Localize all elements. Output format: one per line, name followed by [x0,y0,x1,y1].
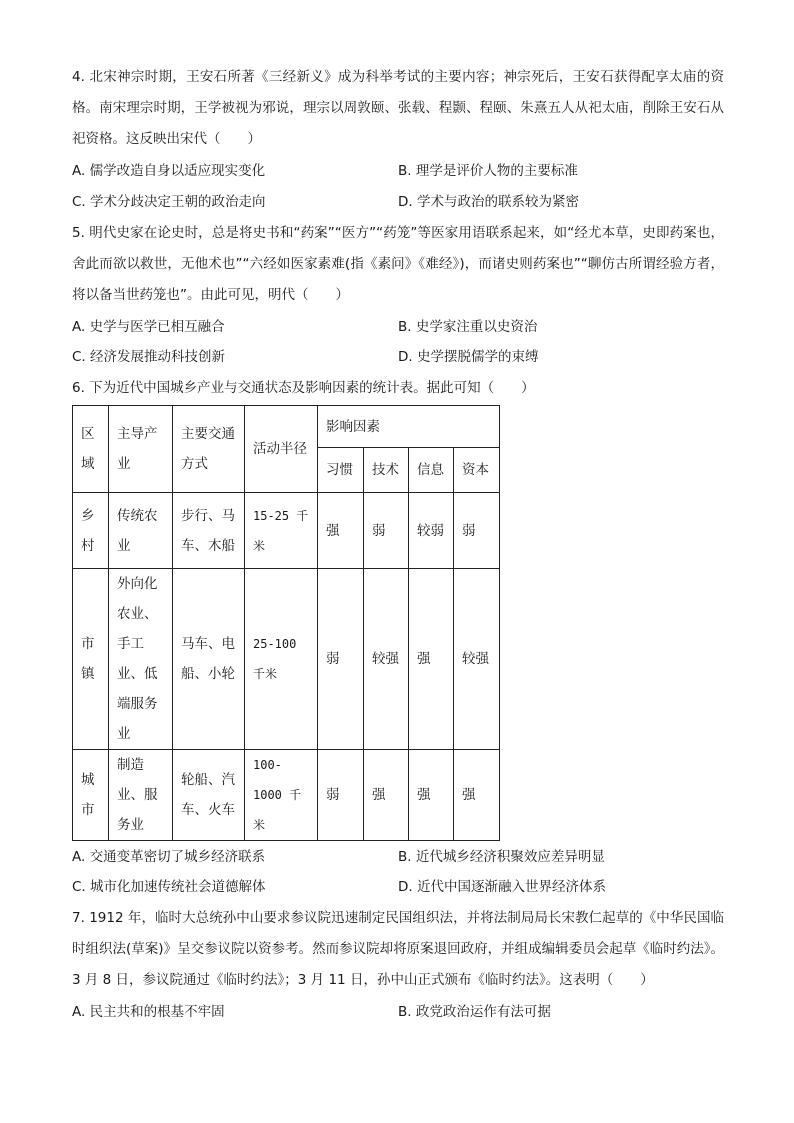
table-row [73,750,500,841]
cell-industry: 传统农业 [109,493,173,569]
cell-region: 乡村 [73,493,109,569]
question-4-option-a[interactable]: A. 儒学改造自身以适应现实变化 [72,163,266,179]
header-transport: 主要交通方式 [173,406,245,493]
header-industry: 主导产业 [109,406,173,493]
question-6-option-d[interactable]: D. 近代中国逐渐融入世界经济体系 [398,879,606,895]
cell-habit: 弱 [318,569,364,750]
cell-region: 市镇 [73,569,109,750]
question-4-option-d[interactable]: D. 学术与政治的联系较为紧密 [398,194,579,210]
question-4-stem: 4. 北宋神宗时期，王安石所著《三经新义》成为科举考试的主要内容；神宗死后，王安石获得配享太庙的资格。南宋理宗时期，王学被视为邪说，理宗以周敦颐、张载、程颢、程颐、朱熹五人从祀太庙，削除王安石从祀资格。这反映出宋代（ ） [72,69,724,147]
table-row [73,493,500,569]
header-factor-capital: 资本 [454,448,500,493]
cell-technology: 强 [364,750,409,841]
cell-radius: 100-1000 千米 [245,750,318,841]
cell-information: 强 [409,750,454,841]
header-factor-habit: 习惯 [318,448,364,493]
cell-industry: 制造业、服务业 [109,750,173,841]
question-6-option-a[interactable]: A. 交通变革密切了城乡经济联系 [72,849,266,865]
question-4-option-b[interactable]: B. 理学是评价人物的主要标准 [398,163,578,179]
header-factor-technology: 技术 [364,448,409,493]
cell-radius: 15-25 千米 [245,493,318,569]
question-6-stem: 6. 下为近代中国城乡产业与交通状态及影响因素的统计表。据此可知（ ） [72,380,535,396]
question-6-option-c[interactable]: C. 城市化加速传统社会道德解体 [72,879,266,895]
table-row [73,569,500,750]
cell-transport: 轮船、汽车、火车 [173,750,245,841]
cell-technology: 较强 [364,569,409,750]
cell-industry: 外向化农业、手工业、低端服务业 [109,569,173,750]
cell-capital: 较强 [454,569,500,750]
cell-transport: 马车、电船、小轮 [173,569,245,750]
header-radius: 活动半径 [245,406,318,493]
question-7-stem: 7. 1912 年，临时大总统孙中山要求参议院迅速制定民国组织法，并将法制局局长宋教仁起草的《中华民国临时组织法(草案)》呈交参议院以资参考。然而参议院却将原案退回政府，并组成编辑委员会起草《临时约法》。3 月 8 日，参议院通过《临时约法》；3 月 11 日，孙中山正式颁布《临时约法》。这表明（ ） [72,910,724,988]
header-factors: 影响因素 [318,406,500,448]
cell-radius: 25-100 千米 [245,569,318,750]
question-6-option-b[interactable]: B. 近代城乡经济积聚效应差异明显 [398,849,605,865]
question-5-stem: 5. 明代史家在论史时，总是将史书和“药案”“医方”“药笼”等医家用语联系起来，如“经尤本草，史即药案也，舍此而欲以救世，无他术也”“六经如医家素难(指《素问》《难经》)，而诸史则药案也”“聊仿古所谓经验方者，将以备当世药笼也”。由此可见，明代（ ） [72,225,724,303]
cell-transport: 步行、马车、木船 [173,493,245,569]
question-5-option-c[interactable]: C. 经济发展推动科技创新 [72,349,226,365]
header-region: 区域 [73,406,109,493]
question-7-option-a[interactable]: A. 民主共和的根基不牢固 [72,1004,225,1020]
question-7-option-b[interactable]: B. 政党政治运作有法可据 [398,1004,551,1020]
statistics-table [72,405,500,841]
cell-region: 城市 [73,750,109,841]
question-4-option-c[interactable]: C. 学术分歧决定王朝的政治走向 [72,194,266,210]
cell-information: 较弱 [409,493,454,569]
header-factor-information: 信息 [409,448,454,493]
cell-capital: 强 [454,750,500,841]
question-5-option-d[interactable]: D. 史学摆脱儒学的束缚 [398,349,539,365]
cell-technology: 弱 [364,493,409,569]
cell-habit: 强 [318,493,364,569]
question-5-option-a[interactable]: A. 史学与医学已相互融合 [72,319,225,335]
cell-information: 强 [409,569,454,750]
question-5-option-b[interactable]: B. 史学家注重以史资治 [398,319,538,335]
cell-habit: 弱 [318,750,364,841]
cell-capital: 弱 [454,493,500,569]
